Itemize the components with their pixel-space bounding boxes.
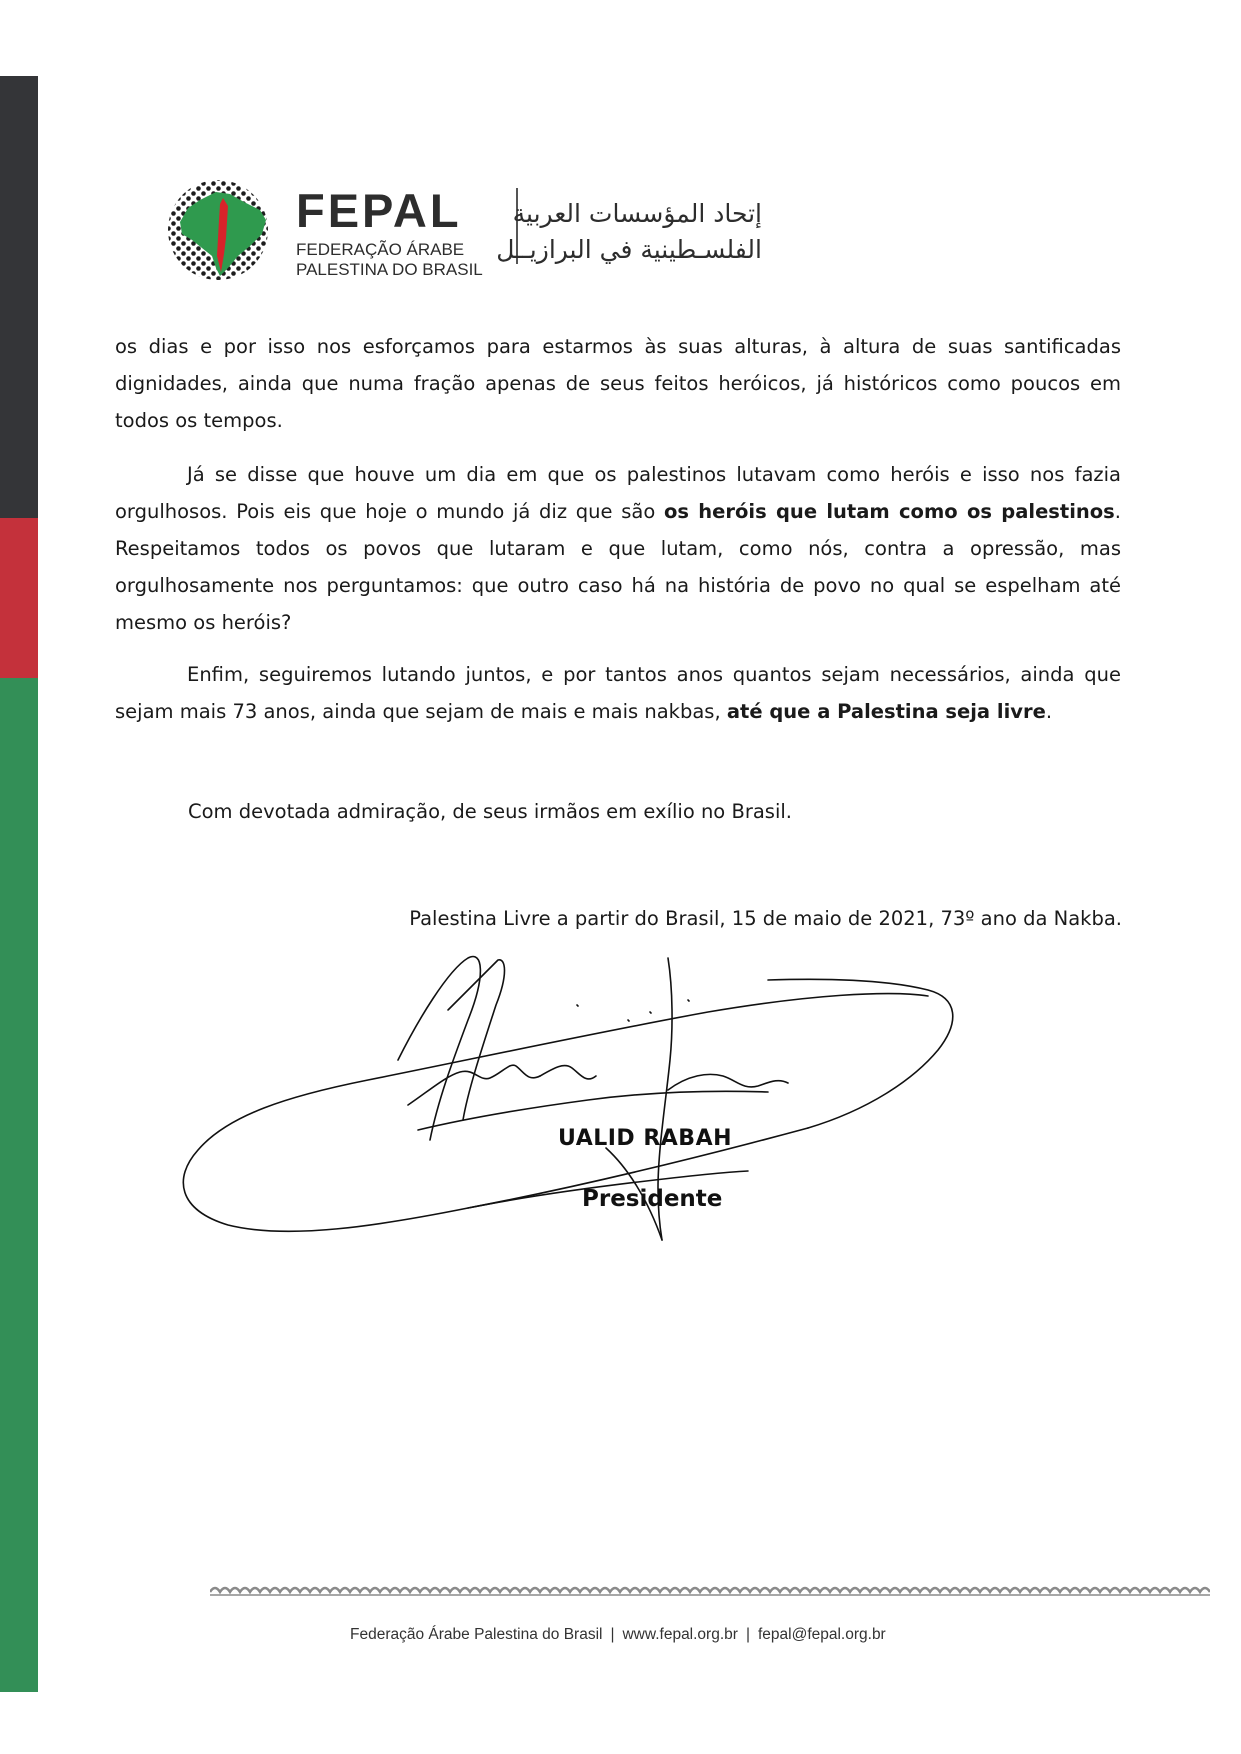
side-stripe-black [0, 76, 38, 518]
arabic-line-1: إتحاد المؤسسات العربية [512, 199, 762, 228]
paragraph-3 [115, 656, 1121, 730]
arabic-line-2: الفلسـطينية في البرازيــل [496, 235, 762, 264]
paragraph-3-text-end: . [1045, 700, 1053, 723]
brand-name: FEPAL [296, 184, 462, 237]
paragraph-3-text: Enfim, seguiremos lutando juntos, e por tantos anos quantos sejam necessários, ainda que sejam mais 73 anos, ainda que sejam de mais e mais nakbas, [115, 663, 1121, 723]
footer-website-link[interactable]: www.fepal.org.br [622, 1626, 738, 1643]
footer-ornament [210, 1582, 1210, 1598]
paragraph-2 [115, 456, 1121, 641]
brand-block [296, 184, 483, 280]
handwritten-signature [168, 950, 988, 1280]
footer-separator: | [610, 1626, 615, 1643]
side-stripe-green [0, 678, 38, 1692]
paragraph-2-text: Já se disse que houve um dia em que os palestinos lutavam como heróis e isso nos fazia orgulhosos. Pois eis que hoje o mundo já diz que são [115, 463, 1121, 523]
signatory-role: Presidente [582, 1186, 723, 1212]
footer-email-link[interactable]: fepal@fepal.org.br [757, 1626, 886, 1643]
signatory-name: UALID RABAH [558, 1126, 733, 1151]
paragraph-2-text-end: . Respeitamos todos os povos que lutaram e que lutam, como nós, contra a opressão, mas orgulhosamente nos perguntamos: que outro caso há na história de povo no qual se espelham até mesmo os heróis? [115, 500, 1121, 634]
brand-subtitle-line1: FEDERAÇÃO ÁRABE [296, 240, 465, 259]
footer-org: Federação Árabe Palestina do Brasil [350, 1626, 603, 1643]
fepal-logo-icon [166, 176, 274, 282]
footer [350, 1626, 886, 1644]
paragraph-1: os dias e por isso nos esforçamos para estarmos às suas alturas, à altura de suas santificadas dignidades, ainda que numa fração apenas de seus feitos heróicos, já históricos como poucos em todos os tempos. [115, 335, 1121, 432]
place-and-date: Palestina Livre a partir do Brasil, 15 de maio de 2021, 73º ano da Nakba. [409, 907, 1122, 930]
closing-line: Com devotada admiração, de seus irmãos em exílio no Brasil. [188, 800, 792, 823]
side-stripe-red [0, 518, 38, 678]
paragraph-2-emphasis: os heróis que lutam como os palestinos [663, 500, 1115, 523]
footer-separator: | [745, 1626, 750, 1643]
brand-subtitle-line2: PALESTINA DO BRASIL [296, 260, 483, 279]
paragraph-3-emphasis: até que a Palestina seja livre [726, 700, 1046, 723]
brand-arabic [496, 196, 762, 268]
